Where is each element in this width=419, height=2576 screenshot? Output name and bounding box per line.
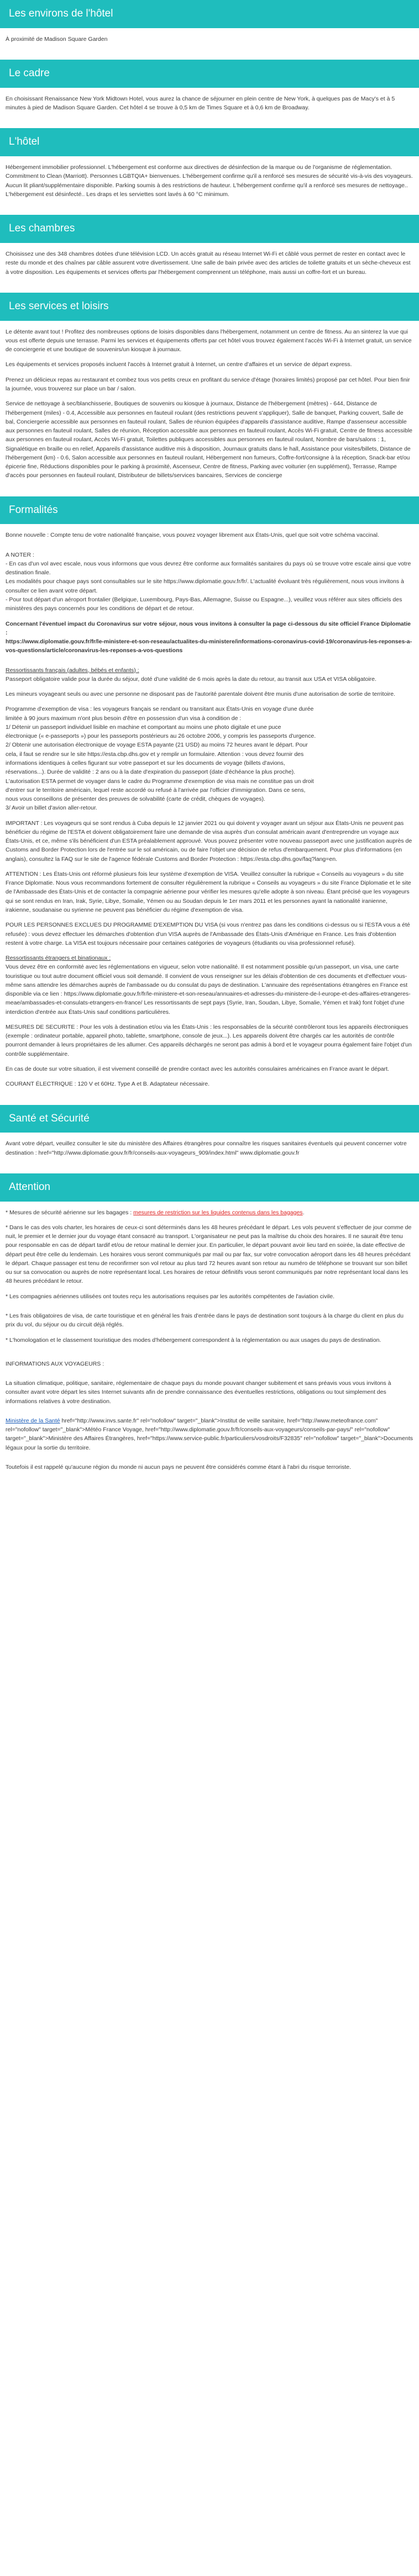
cadre-text: En choisissant Renaissance New York Midtown Hotel, vous aurez la chance de séjourner en plein centre de New York, à quelques pas de Macy's et à 5 minutes à pied de Madison Square Garden. Cet hôtel 4 se trouve à 0,5 km de Times Square et à 0,6 km de Broadway.: [6, 95, 395, 112]
section-hotel: [0, 128, 419, 215]
services-amenities-list: Service de nettoyage à sec/blanchisserie, Boutiques de souvenirs ou kiosque à journaux, Distance de l'hébergement (mètres) - 644, Distance de l'hébergement (miles) - 0.4, Accessible aux personnes en fauteuil roulant (des restrictions peuvent s'appliquer), Salle de banquet, Parking couvert, Salle de bal, Conciergerie accessible aux personnes en fauteuil roulant, Salles de réunion équipées d'appareils d'assistance auditive, Rampe d'assenseur accessible aux personnes en fauteuil roulant, Salles de réunion, Réception accessible aux personnes en fauteuil roulant, Accès Wi-Fi gratuit, Centre de fitness accessible aux personnes en fauteuil roulant, Accès Wi-Fi gratuit, Toilettes publiques accessibles aux personnes en fauteuil roulant, Nombre de bars/salons : 1, Signalétique en braille ou en relief, Appareils d'assistance auditive mis à disposition, Journaux gratuits dans le hall, Assistance pour visites/billets, Distance de l'hébergement (km) - 0.6, Salon accessible aux personnes en fauteuil roulant, Hébergement non fumeurs, Coffre-fort/consigne à la réception, Snack-bar et/ou épicerie fine, Réductions disponibles pour le parking à proximité, Ascenseur, Centre de fitness, Parking avec voiturier (en supplément), Terrasse, Rampe d'accès pour personnes en fauteuil roulant, Distributeur de billets/services bancaires, Services de concierge: [6, 400, 412, 479]
section-environs: [0, 0, 419, 60]
programme-line: d'entrer sur le territoire américain, lequel reste accordé ou refusé à l'arrivée par l'officier d'immigration. Dans ce sens,: [6, 786, 306, 794]
chambres-text: Choisissez une des 348 chambres dotées d'une télévision LCD. Un accès gratuit au réseau Internet Wi-Fi et câblé vous permet de rester en contact avec le reste du monde et des chaînes par câble assurent votre divertissement. Une salle de bain privée avec des articles de toilette gratuits et un sèche-cheveux est à votre disposition. Les équipements et services offerts par l'hébergement comprennent un téléphone, mais aussi un coffre-fort et un bureau.: [6, 251, 411, 276]
programme-line: limitée à 90 jours maximum n'ont plus besoin d'être en possession d'un visa à condition de :: [6, 715, 242, 722]
section-sante: [0, 1105, 419, 1173]
section-title-environs: Les environs de l'hôtel: [0, 0, 419, 28]
section-title-formalites: Formalités: [0, 496, 419, 525]
nb-item: - En cas d'un vol avec escale, nous vous informons que vous devrez être conforme aux formalités sanitaires du pays où se trouve votre escale ainsi que votre destination finale.: [6, 560, 411, 576]
nb-label: A NOTER :: [6, 551, 34, 558]
programme-text: [6, 705, 413, 812]
ministere-links-text: href="http://www.invs.sante.fr" rel="nofollow" target="_blank">Institut de veille sanitaire, href="http://www.meteofrance.com" rel="nofollow" target="_blank">Météo France Voyage, href="http://www.diplomatie.gouv.fr/fr/conseils-aux-voyageurs/conseils-par-pays/" rel="nofollow" target="_blank">Ministère des Affaires Étrangères, href="https://www.service-public.fr/particuliers/vosdroits/F32835" rel="nofollow" target="_blank">Documents légaux pour la sortie du territoire.: [6, 1417, 413, 1451]
programme-line: 1/ Détenir un passeport individuel lisible en machine et comportant au moins une photo digitale et une puce: [6, 723, 281, 731]
liquides-link[interactable]: mesures de restriction sur les liquides contenus dans les bagages: [133, 1209, 303, 1216]
programme-line: nous vous conseillons de présenter des preuves de solvabilité (carte de crédit, chèques de voyages).: [6, 796, 265, 803]
services-paragraph: Les équipements et services proposés incluent l'accès à Internet gratuit à Internet, un centre d'affaires et un service de départ express.: [6, 361, 352, 368]
attention-bagages: [6, 1208, 413, 1217]
section-title-chambres: Les chambres: [0, 215, 419, 243]
section-services: [0, 293, 419, 496]
section-title-hotel: L'hôtel: [0, 128, 419, 156]
programme-line: informations identiques à celles figurant sur votre passeport et sur les documents de voyage (billets d'avions,: [6, 760, 285, 766]
etrangers-text: Vous devez être en conformité avec les réglementations en vigueur, selon votre nationalité. Il est notamment possible qu'un passeport, un visa, une carte touristique ou tout autre document officiel vous soit demandé. Il convient de vous renseigner sur les délais d'obtention de ces documents et d'effectuer vous-même sans attendre les démarches auprès de l'ambassade ou du consulat du pays de destination. L'annuaire des représentations étrangères en France est disponible via ce lien : https://www.diplomatie.gouv.fr/fr/le-ministere-et-son-reseau/annuaires-et-adresses-du-ministere-de-l-europe-et-des-affaires-etrangeres-meae/ambassades-et-consulats-etrangers-en-france/ Les ressortissants de sept pays (Syrie, Iran, Soudan, Libye, Somalie, Yémen et Irak) font l'objet d'une interdiction d'entrée aux États-Unis sauf conditions particulières.: [6, 964, 411, 1015]
section-title-attention: Attention: [0, 1173, 419, 1202]
etrangers-title: Ressortissants étrangers et binationaux :: [6, 955, 111, 962]
programme-line: 2/ Obtenir une autorisation électronique de voyage ESTA payante (21 USD) au moins 72 heures avant le départ. Pour: [6, 742, 308, 749]
info-voyageurs-title: INFORMATIONS AUX VOYAGEURS :: [6, 1360, 104, 1367]
attention-frais: * Les frais obligatoires de visa, de carte touristique et en général les frais d'entrée dans le pays de destination sont toujours à la charge du client en plus du prix du vol, du séjour ou du circuit déjà réglés.: [6, 1313, 404, 1329]
programme-line: L'autorisation ESTA permet de voyager dans le cadre du Programme d'exemption de visa mais ne constitue pas un droit: [6, 777, 314, 785]
ressortissants-text: Passeport obligatoire valide pour la durée du séjour, doté d'une validité de 6 mois après la date du retour, au transit aux USA et VISA obligatoire.: [6, 675, 376, 683]
ministere-sante-link[interactable]: Ministère de la Santé: [6, 1417, 60, 1424]
section-chambres: [0, 215, 419, 293]
attention-bagages-pre: * Mesures de sécurité aérienne sur les bagages :: [6, 1209, 134, 1216]
section-formalites: [0, 496, 419, 1105]
important-text: IMPORTANT : Les voyageurs qui se sont rendus à Cuba depuis le 12 janvier 2021 ou qui doivent y voyager avant un séjour aux États-Unis ne peuvent pas bénéficier du régime de l'ESTA et doivent obligatoirement faire une demande de visa auprès d'un consulat américain avant d'entreprendre un voyage aux États-Unis, et ce, même s'ils bénéficient d'un ESTA préalablement approuvé. Vous pouvez présenter votre nouveau passeport avec une justification auprès de Customs and Border Protection lors de l'entrée sur le sol américain, ou de faire l'objet une décision de refus d'embarquement. Pour plus d'informations (en anglais), consultez la FAQ sur le site de l'agence fédérale Customs and Border Protection : https://esta.cbp.dhs.gov/faq?lang=en.: [6, 819, 412, 863]
environs-text: À proximité de Madison Square Garden: [6, 35, 108, 43]
section-attention: [0, 1173, 419, 1488]
nb-item: - Pour tout départ d'un aéroport frontalier (Belgique, Luxembourg, Pays-Bas, Allemagne, Suisse ou Espagne...), veuillez vous référer aux sites officiels des ministères des pays concernés pour les conditions de départ et de retour.: [6, 596, 402, 612]
programme-line: électronique (« e-passeports ») pour les passeports postérieurs au 26 octobre 2006, y compris les passeports d'urgence.: [6, 733, 316, 740]
mesures-text: MESURES DE SECURITE : Pour les vols à destination et/ou via les États-Unis : les responsables de la sécurité contrôleront tous les appareils électroniques (exemple : ordinateur portable, appareil photo, tablette, smartphone, console de jeux...). Les appareils doivent être chargés car les autorités de contrôle pourront demander à leurs propriétaires de les allumer. Ces appareils déchargés ne seront pas admis à bord et le voyageur pourra également faire l'objet d'un contrôle supplémentaire.: [6, 1023, 412, 1057]
covid-notice: Concernant l'éventuel impact du Coronavirus sur votre séjour, nous vous invitons à consulter la page ci-dessous du site officiel France Diplomatie :: [6, 620, 411, 636]
programme-line: cela, il faut se rendre sur le site https://esta.cbp.dhs.gov et y remplir un formulaire. Attention : vous devez fournir des: [6, 750, 304, 758]
section-title-services: Les services et loisirs: [0, 293, 419, 321]
info-voyageurs-text: La situation climatique, politique, sanitaire, réglementaire de chaque pays du monde pouvant changer subitement et sans préavis vous vous invitons à consulter avant votre départ les sites Internet suivants afin de prendre connaissance des éventuelles restrictions, obligations ou tout simplement des informations relatives à votre destination.: [6, 1380, 391, 1405]
terrorisme-notice: Toutefois il est rappelé qu'aucune région du monde ni aucun pays ne peuvent être considérés comme étant à l'abri du risque terroriste.: [6, 1463, 352, 1471]
ministere-links: [6, 1416, 413, 1452]
section-title-cadre: Le cadre: [0, 60, 419, 88]
services-paragraph: Le détente avant tout ! Profitez des nombreuses options de loisirs disponibles dans l'hébergement, notamment un centre de fitness. Au an sinterez la vue qui vous est offerte depuis une terrasse. Parmi les services et équipements offerts par cet hôtel vous trouvez également l'accès Wi-Fi à Internet gratuit, un service de conciergerie et une boutique de souvenirs/un kiosque à journaux.: [6, 328, 412, 353]
attention-homologation: * L'homologation et le classement touristique des modes d'hébergement correspondent à la réglementation ou aux usages du pays de destination.: [6, 1336, 381, 1343]
section-cadre: [0, 60, 419, 128]
mineurs-text: Les mineurs voyageant seuls ou avec une personne ne disposant pas de l'autorité parentale doivent être munis d'une autorisation de sortie de territoire.: [6, 691, 396, 698]
services-paragraph: Prenez un délicieux repas au restaurant et combez tous vos petits creux en profitant du service d'étage (horaires limités) proposé par cet hôtel. Pour bien finir la journée, vous trouverez sur place un bar / salon.: [6, 376, 410, 392]
covid-link[interactable]: https://www.diplomatie.gouv.fr/fr/le-ministere-et-son-reseau/actualites-du-ministere/informations-coronavirus-covid-19/coronavirus-les-reponses-a-vos-questions/article/coronavirus-les-reponses-a-vos-questions: [6, 638, 412, 654]
attention-bagages-post: .: [302, 1209, 305, 1216]
attention-compagnies: * Les compagnies aériennes utilisées ont toutes reçu les autorisations requises par les autorités compétentes de l'aviation civile.: [6, 1293, 334, 1300]
ressortissants-title: Ressortissants français (adultes, bébés et enfants) :: [6, 667, 139, 674]
section-title-sante: Santé et Sécurité: [0, 1105, 419, 1133]
visa-waiver-text: POUR LES PERSONNES EXCLUES DU PROGRAMME D'EXEMPTION DU VISA (si vous n'entrez pas dans les conditions ci-dessus ou si l'ESTA vous a été refusée) : vous devez effectuer les démarches d'obtention d'un VISA auprès de l'Ambassade des États-Unis d'Amérique en France. Les frais d'obtention restent à votre charge. La VISA est toujours nécessaire pour certaines catégories de voyageurs (étudiants ou visa professionnel refusé).: [6, 922, 410, 946]
programme-line: Programme d'exemption de visa : les voyageurs français se rendant ou transitant aux États-Unis en voyage d'une durée: [6, 706, 314, 713]
attention-charter: * Dans le cas des vols charter, les horaires de ceux-ci sont déterminés dans les 48 heures précédant le départ. Les vols peuvent s'effectuer de jour comme de nuit, le premier et le dernier jour du voyage étant consacré au transport. L'organisateur ne peut pas la maîtrise du choix des horaires. Il ne saurait être tenu pour responsable en cas de départ tardif et/ou de retour matinal le dernier jour. En particulier, le départ pouvant avoir lieu tard en soirée, la date effective de départ peut être celle du lendemain. Les horaires vous seront communiqués par mail ou par fax, sur votre convocation aéroport dans les 48 heures précédant le départ. Chaque passager est tenu de reconfirmer son vol retour au plus tard 72 heures avant son retour au numéro de téléphone se trouvant sur son billet ou sur sa convocation ou auprès de notre représentant local. Les horaires de retour définitifs vous seront communiqués par notre représentant local dans les 48 heures précédant le retour.: [6, 1224, 412, 1285]
programme-line: réservations...). Durée de validité : 2 ans ou à la date d'expiration du passeport (date d'échéance la plus proche).: [6, 769, 296, 776]
attention-visa-text: ATTENTION : Les États-Unis ont réformé plusieurs fois leur système d'exemption de VISA. Veuillez consulter la rubrique « Conseils au voyageurs » du site France Diplomatie. Nous vous recommandons fortement de consulter régulièrement la rubrique « Conseils au voyageurs » du site France Diplomatie et le site de l'Ambassade des États-Unis et de contacter la compagnie aérienne pour vérifier les mesures qu'elle adopte à son niveau. Étant précisé que les voyageurs qui se sont rendus en Iran, Irak, Syrie, Libye, Somalie, Yémen ou au Soudan depuis le 1er mars 2011 et les personnes ayant la nationalité iranienne, irakienne, soudanaise ou syrienne ne peuvent pas bénéficier du régime d'exemption de visa.: [6, 870, 411, 913]
hotel-text: Hébergement immobilier professionnel. L'hébergement est conforme aux directives de désinfection de la marque ou de l'organisme de réglementation. Commitment to Clean (Marriott). Personnes LGBTQIA+ bienvenues. L'hébergement confirme qu'il a renforcé ses mesures de sécurité vis-à-vis des voyageurs. Aucun lit pliant/supplémentaire disponible. Parking soumis à des restrictions de hauteur. L'hébergement confirme qu'il a renforcé ses mesures de nettoyage.. L'hébergement est désinfecté.. Les draps et les serviettes sont lavés à 60 °C minimum.: [6, 164, 413, 198]
nb-item: Les modalités pour chaque pays sont consultables sur le site https://www.diplomatie.gouv.fr/fr/. L'actualité évoluant très régulièrement, nous vous invitons à consulter ce lien avant votre départ.: [6, 578, 404, 594]
sante-text: Avant votre départ, veuillez consulter le site du ministère des Affaires étrangères pour connaître les risques sanitaires éventuels qui peuvent concerner votre destination : href="http://www.diplomatie.gouv.fr/fr/conseils-aux-voyageurs_909/index.html" www.diplomatie.gouv.fr: [6, 1140, 407, 1156]
evolution-text: En cas de doute sur votre situation, il est vivement conseillé de prendre contact avec les autorités consulaires américaines en France avant le départ.: [6, 1065, 389, 1072]
courant-text: COURANT ÉLECTRIQUE : 120 V et 60Hz. Type A et B. Adaptateur nécessaire.: [6, 1081, 210, 1088]
programme-line: 3/ Avoir un billet d'avion aller-retour.: [6, 805, 97, 812]
formalites-intro: Bonne nouvelle : Compte tenu de votre nationalité française, vous pouvez voyager librement aux États-Unis, quel que soit votre schéma vaccinal.: [6, 532, 379, 539]
